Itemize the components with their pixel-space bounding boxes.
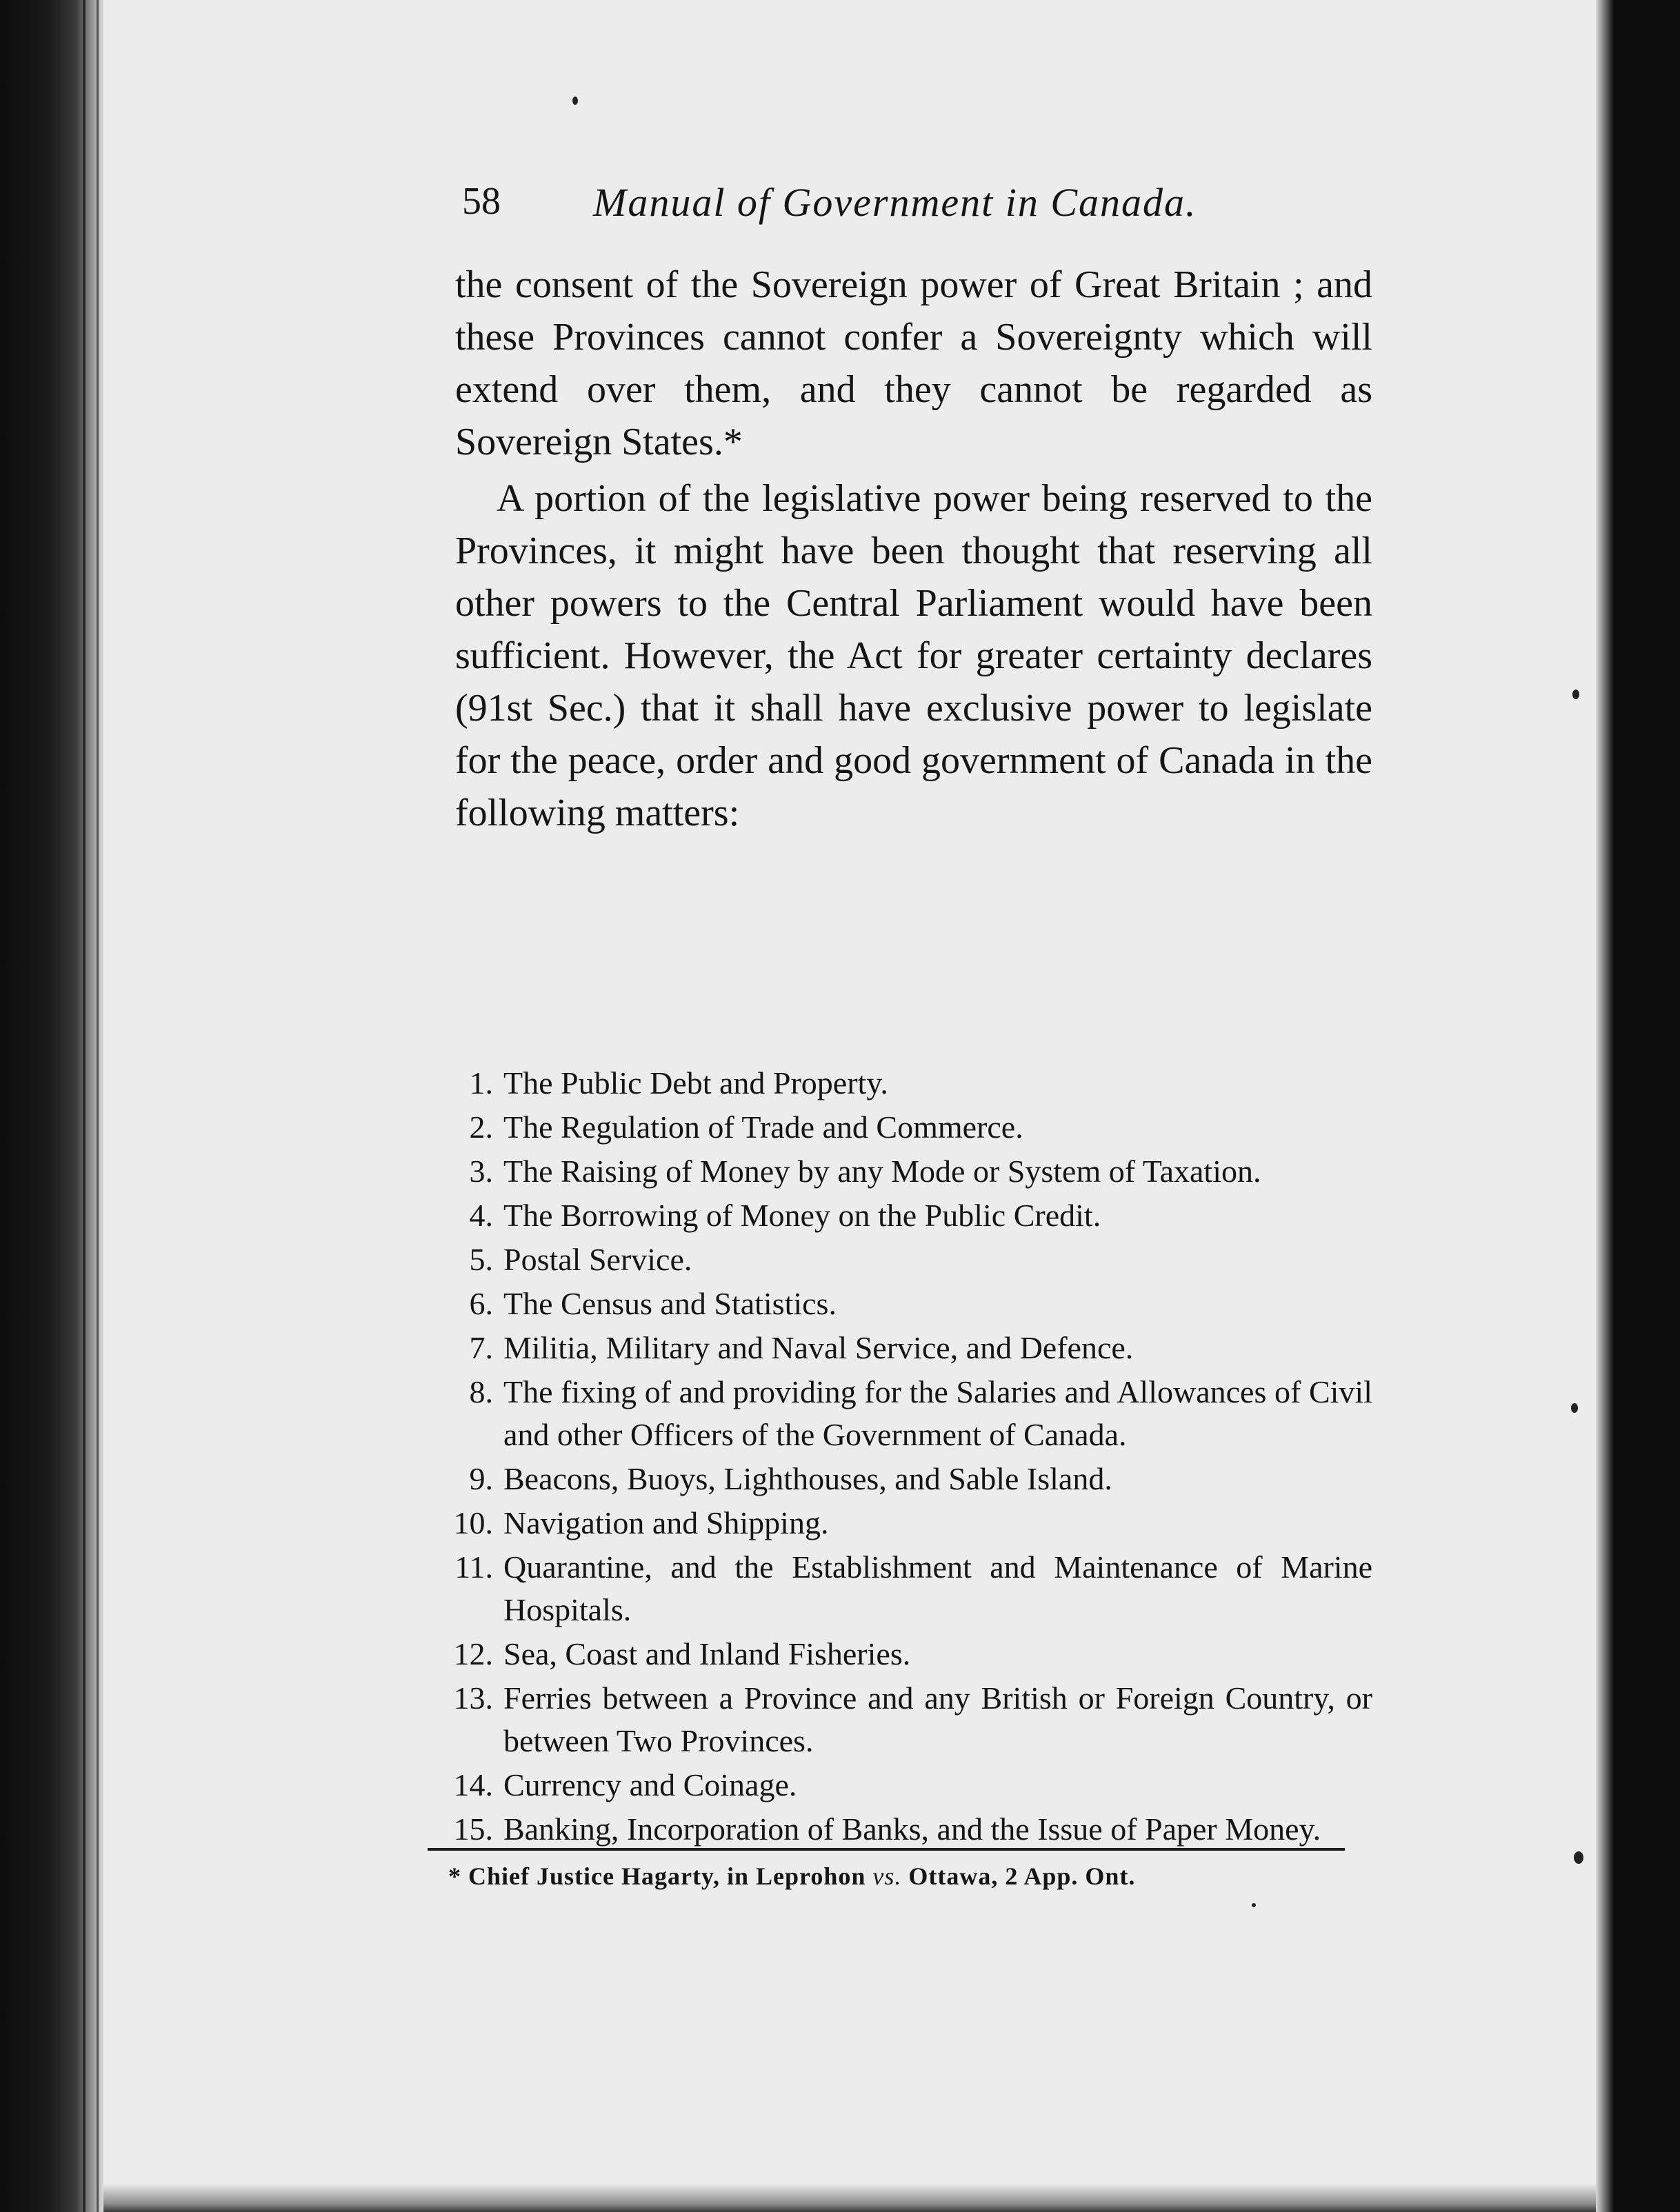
scan-speck — [1571, 1403, 1578, 1413]
list-item — [428, 1150, 1372, 1193]
list-item-text: Quarantine, and the Establishment and Maintenance of Marine Hospitals. — [503, 1549, 1372, 1627]
footnote-marker: * — [448, 1862, 461, 1890]
footnote-vs: vs. — [872, 1862, 902, 1890]
body-text — [455, 259, 1372, 839]
gutter-line — [97, 0, 99, 2212]
list-item — [428, 1677, 1372, 1762]
list-item-number: 9. — [469, 1461, 493, 1496]
list-item-text: Navigation and Shipping. — [503, 1505, 829, 1540]
list-item-text: Postal Service. — [503, 1242, 692, 1277]
list-item — [428, 1106, 1372, 1149]
list-item-number: 3. — [469, 1154, 493, 1189]
list-item-text: Sea, Coast and Inland Fisheries. — [503, 1636, 911, 1671]
list-item — [428, 1371, 1372, 1456]
book-page — [428, 172, 1379, 1931]
list-item-text: The Raising of Money by any Mode or System of Taxation. — [503, 1154, 1261, 1189]
paragraph-continuation: the consent of the Sovereign power of Great Britain ; and these Provinces cannot confer a Sovereignty which will extend over them, and they cannot be regarded as Sovereign States.* — [455, 263, 1372, 463]
footnote-text-after: Ottawa, 2 App. Ont. — [908, 1862, 1136, 1890]
page-header — [462, 172, 1372, 228]
gutter-line — [83, 0, 86, 2212]
list-item-number: 15. — [453, 1811, 493, 1847]
list-item-number: 2. — [469, 1109, 493, 1145]
list-item — [428, 1502, 1372, 1545]
list-item — [428, 1194, 1372, 1237]
list-item-number: 10. — [453, 1505, 493, 1540]
list-item — [428, 1546, 1372, 1631]
list-item-number: 5. — [469, 1242, 493, 1277]
list-item-text: Currency and Coinage. — [503, 1767, 797, 1802]
footnote-text-before: Chief Justice Hagarty, in Leprohon — [468, 1862, 866, 1890]
list-item-text: Ferries between a Province and any British or Foreign Country, or between Two Provinces. — [503, 1680, 1372, 1758]
bottom-scan-shadow — [103, 2184, 1596, 2212]
list-item-text: The Regulation of Trade and Commerce. — [503, 1109, 1023, 1145]
list-item-number: 4. — [469, 1198, 493, 1233]
footnote-rule — [428, 1848, 1345, 1851]
list-item — [428, 1062, 1372, 1105]
paragraph-legislative-power: A portion of the legislative power being reserved to the Provinces, it might have been thought that reserving all other powers to the Central Parliament would have been sufficient. However, the Act for greater certainty declares (91st Sec.) that it shall have exclusive power to legislate for the peace, order and good government of Canada in the following matters: — [455, 477, 1372, 834]
footnote — [448, 1862, 1345, 1891]
right-scan-border — [1614, 0, 1680, 2212]
running-title: Manual of Government in Canada. — [593, 180, 1197, 225]
right-page-edge — [1596, 0, 1614, 2212]
list-item — [428, 1283, 1372, 1325]
list-item-number: 11. — [454, 1549, 493, 1585]
scan-speck — [1572, 690, 1579, 699]
list-item-number: 13. — [453, 1680, 493, 1716]
list-item-text: The fixing of and providing for the Salaries and Allowances of Civil and other Officers of the Government of Canada. — [503, 1374, 1372, 1452]
list-item-text: The Census and Statistics. — [503, 1286, 837, 1321]
matters-list — [428, 1062, 1372, 1852]
list-item — [428, 1458, 1372, 1500]
left-gutter-scan-edge — [0, 0, 103, 2212]
list-item-number: 14. — [453, 1767, 493, 1802]
list-item-text: Militia, Military and Naval Service, and Defence. — [503, 1330, 1134, 1365]
list-item-text: The Borrowing of Money on the Public Credit. — [503, 1198, 1101, 1233]
list-item-text: Banking, Incorporation of Banks, and the Issue of Paper Money. — [503, 1811, 1321, 1847]
scan-speck — [1574, 1851, 1583, 1864]
list-item — [428, 1808, 1372, 1851]
list-item-text: The Public Debt and Property. — [503, 1065, 888, 1100]
list-item — [428, 1633, 1372, 1676]
list-item-number: 7. — [469, 1330, 493, 1365]
list-item-number: 1. — [469, 1065, 493, 1100]
list-item-number: 6. — [469, 1286, 493, 1321]
scan-speck — [572, 97, 578, 105]
list-item — [428, 1764, 1372, 1807]
page-number: 58 — [462, 180, 501, 223]
list-item-number: 8. — [469, 1374, 493, 1409]
list-item-number: 12. — [453, 1636, 493, 1671]
list-item — [428, 1327, 1372, 1369]
list-item — [428, 1238, 1372, 1281]
list-item-text: Beacons, Buoys, Lighthouses, and Sable Island. — [503, 1461, 1112, 1496]
